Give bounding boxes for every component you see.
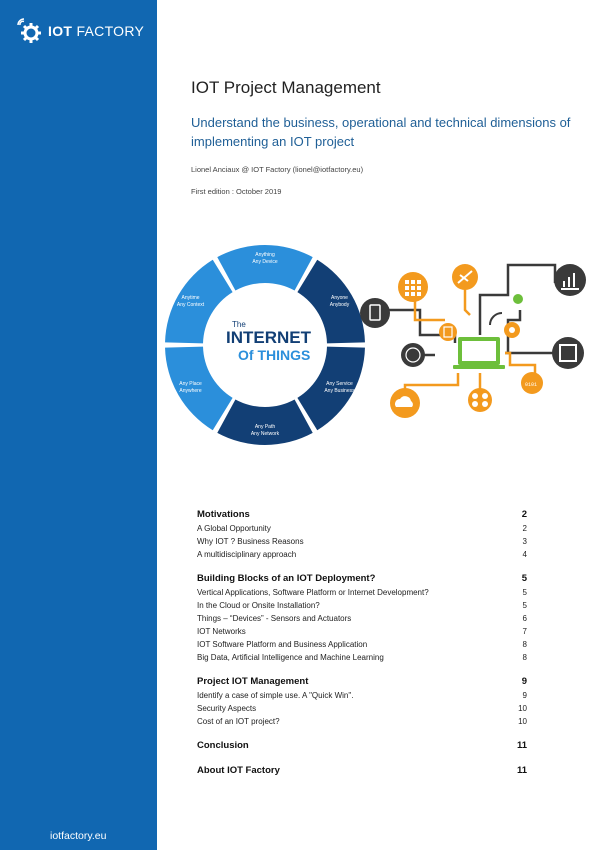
toc-section[interactable]	[197, 509, 527, 520]
phone-node	[360, 298, 390, 328]
toc-section-title: About IOT Factory	[197, 765, 280, 776]
ring-segment-label: Anywhere	[179, 388, 202, 394]
toc-item[interactable]	[197, 627, 527, 636]
toc-item-label: Things – “Devices” - Sensors and Actuators	[197, 614, 352, 623]
sidebar	[0, 0, 157, 850]
toc-item-page: 9	[522, 691, 527, 700]
toc-section-title: Conclusion	[197, 740, 249, 751]
ring-segment-label: Any Device	[252, 259, 278, 265]
toc-section-page: 11	[516, 765, 527, 776]
laptop-screen-icon	[462, 341, 496, 361]
toc-item[interactable]	[197, 550, 527, 559]
website-link[interactable]: iotfactory.eu	[50, 830, 107, 842]
ring-segment-label: Anybody	[329, 302, 350, 308]
toc-item-page: 6	[522, 614, 527, 623]
laptop-base	[453, 365, 505, 369]
ring-segment-label: Any Service	[326, 381, 353, 387]
toc-item-label: Why IOT ? Business Reasons	[197, 537, 304, 546]
brand-name-rest: FACTORY	[76, 23, 145, 39]
toc-item[interactable]	[197, 704, 527, 713]
toc-item-page: 8	[522, 640, 527, 649]
toc-item-page: 8	[522, 653, 527, 662]
toc-item[interactable]	[197, 588, 527, 597]
wifi-icon	[490, 313, 502, 325]
toc-item-label: A Global Opportunity	[197, 524, 271, 533]
ring-segment-label: Anytime	[181, 295, 200, 301]
toc-item-label: In the Cloud or Onsite Installation?	[197, 601, 320, 610]
toc-item-page: 10	[518, 717, 527, 726]
edition-line: First edition : October 2019	[191, 187, 282, 196]
people-node	[468, 388, 492, 412]
toc-item-page: 10	[518, 704, 527, 713]
ring-segment-label: Anything	[255, 252, 275, 258]
toc-item[interactable]	[197, 640, 527, 649]
toc-item[interactable]	[197, 717, 527, 726]
ring-segment	[217, 399, 312, 445]
toc-item-label: Cost of an IOT project?	[197, 717, 280, 726]
toc-item-label: Security Aspects	[197, 704, 257, 713]
tablet-node	[439, 323, 457, 341]
grid-icon	[405, 280, 421, 296]
toc-item[interactable]	[197, 601, 527, 610]
brand-name-bold: IOT	[48, 23, 73, 39]
page-title: IOT Project Management	[191, 78, 381, 97]
ring-center-the: The	[232, 320, 246, 329]
toc-item-page: 5	[522, 588, 527, 597]
toc-section[interactable]	[197, 765, 527, 776]
toc-section-page: 5	[521, 573, 527, 584]
toc-item[interactable]	[197, 691, 527, 700]
table-of-contents	[197, 505, 527, 780]
toc-section[interactable]	[197, 676, 527, 687]
toc-section-title: Building Blocks of an IOT Deployment?	[197, 573, 376, 584]
toc-section-page: 11	[516, 740, 527, 751]
toc-item[interactable]	[197, 537, 527, 546]
toc-item-label: A multidisciplinary approach	[197, 550, 297, 559]
iot-illustration	[160, 235, 600, 450]
ring-segment-label: Anyone	[330, 295, 348, 301]
toc-item-label: Big Data, Artificial Intelligence and Machine Learning	[197, 653, 384, 662]
brand-logo[interactable]	[16, 18, 144, 44]
globe-node	[401, 343, 425, 367]
toc-item[interactable]	[197, 614, 527, 623]
toc-item[interactable]	[197, 524, 527, 533]
ring-segment-label: Any Business	[324, 388, 355, 394]
toc-item-label: Identify a case of simple use. A "Quick Win".	[197, 691, 354, 700]
camera-icon	[509, 327, 515, 333]
toc-item-page: 4	[522, 550, 527, 559]
author-line: Lionel Anciaux @ IOT Factory (lionel@iotfactory.eu)	[191, 165, 364, 174]
toc-item-page: 7	[522, 627, 527, 636]
toc-section-page: 2	[521, 509, 527, 520]
ring-segment-label: Any Context	[176, 302, 205, 308]
chip-node	[552, 337, 584, 369]
toc-item-page: 3	[522, 537, 527, 546]
toc-section[interactable]	[197, 740, 527, 751]
gear-wifi-icon	[16, 18, 42, 44]
ring-segment-label: Any Path	[254, 424, 276, 430]
toc-item-label: IOT Networks	[197, 627, 246, 636]
toc-item-label: Vertical Applications, Software Platform or Internet Development?	[197, 588, 429, 597]
toc-section-title: Project IOT Management	[197, 676, 309, 687]
location-icon	[513, 294, 523, 304]
ring-segment-label: Any Place	[179, 381, 202, 387]
toc-section[interactable]	[197, 573, 527, 584]
toc-item-page: 5	[522, 601, 527, 610]
ring-center-internet: INTERNET	[226, 328, 311, 347]
ring-center-things: Of THINGS	[238, 347, 311, 363]
ring-segment-label: Any Network	[250, 431, 280, 437]
toc-item[interactable]	[197, 653, 527, 662]
toc-section-title: Motivations	[197, 509, 250, 520]
toc-item-label: IOT Software Platform and Business Application	[197, 640, 368, 649]
binary-icon: 0101	[525, 382, 538, 388]
page-subtitle: Understand the business, operational and technical dimensions of implementing an IOT project	[191, 115, 571, 149]
toc-section-page: 9	[521, 676, 527, 687]
toc-item-page: 2	[522, 524, 527, 533]
